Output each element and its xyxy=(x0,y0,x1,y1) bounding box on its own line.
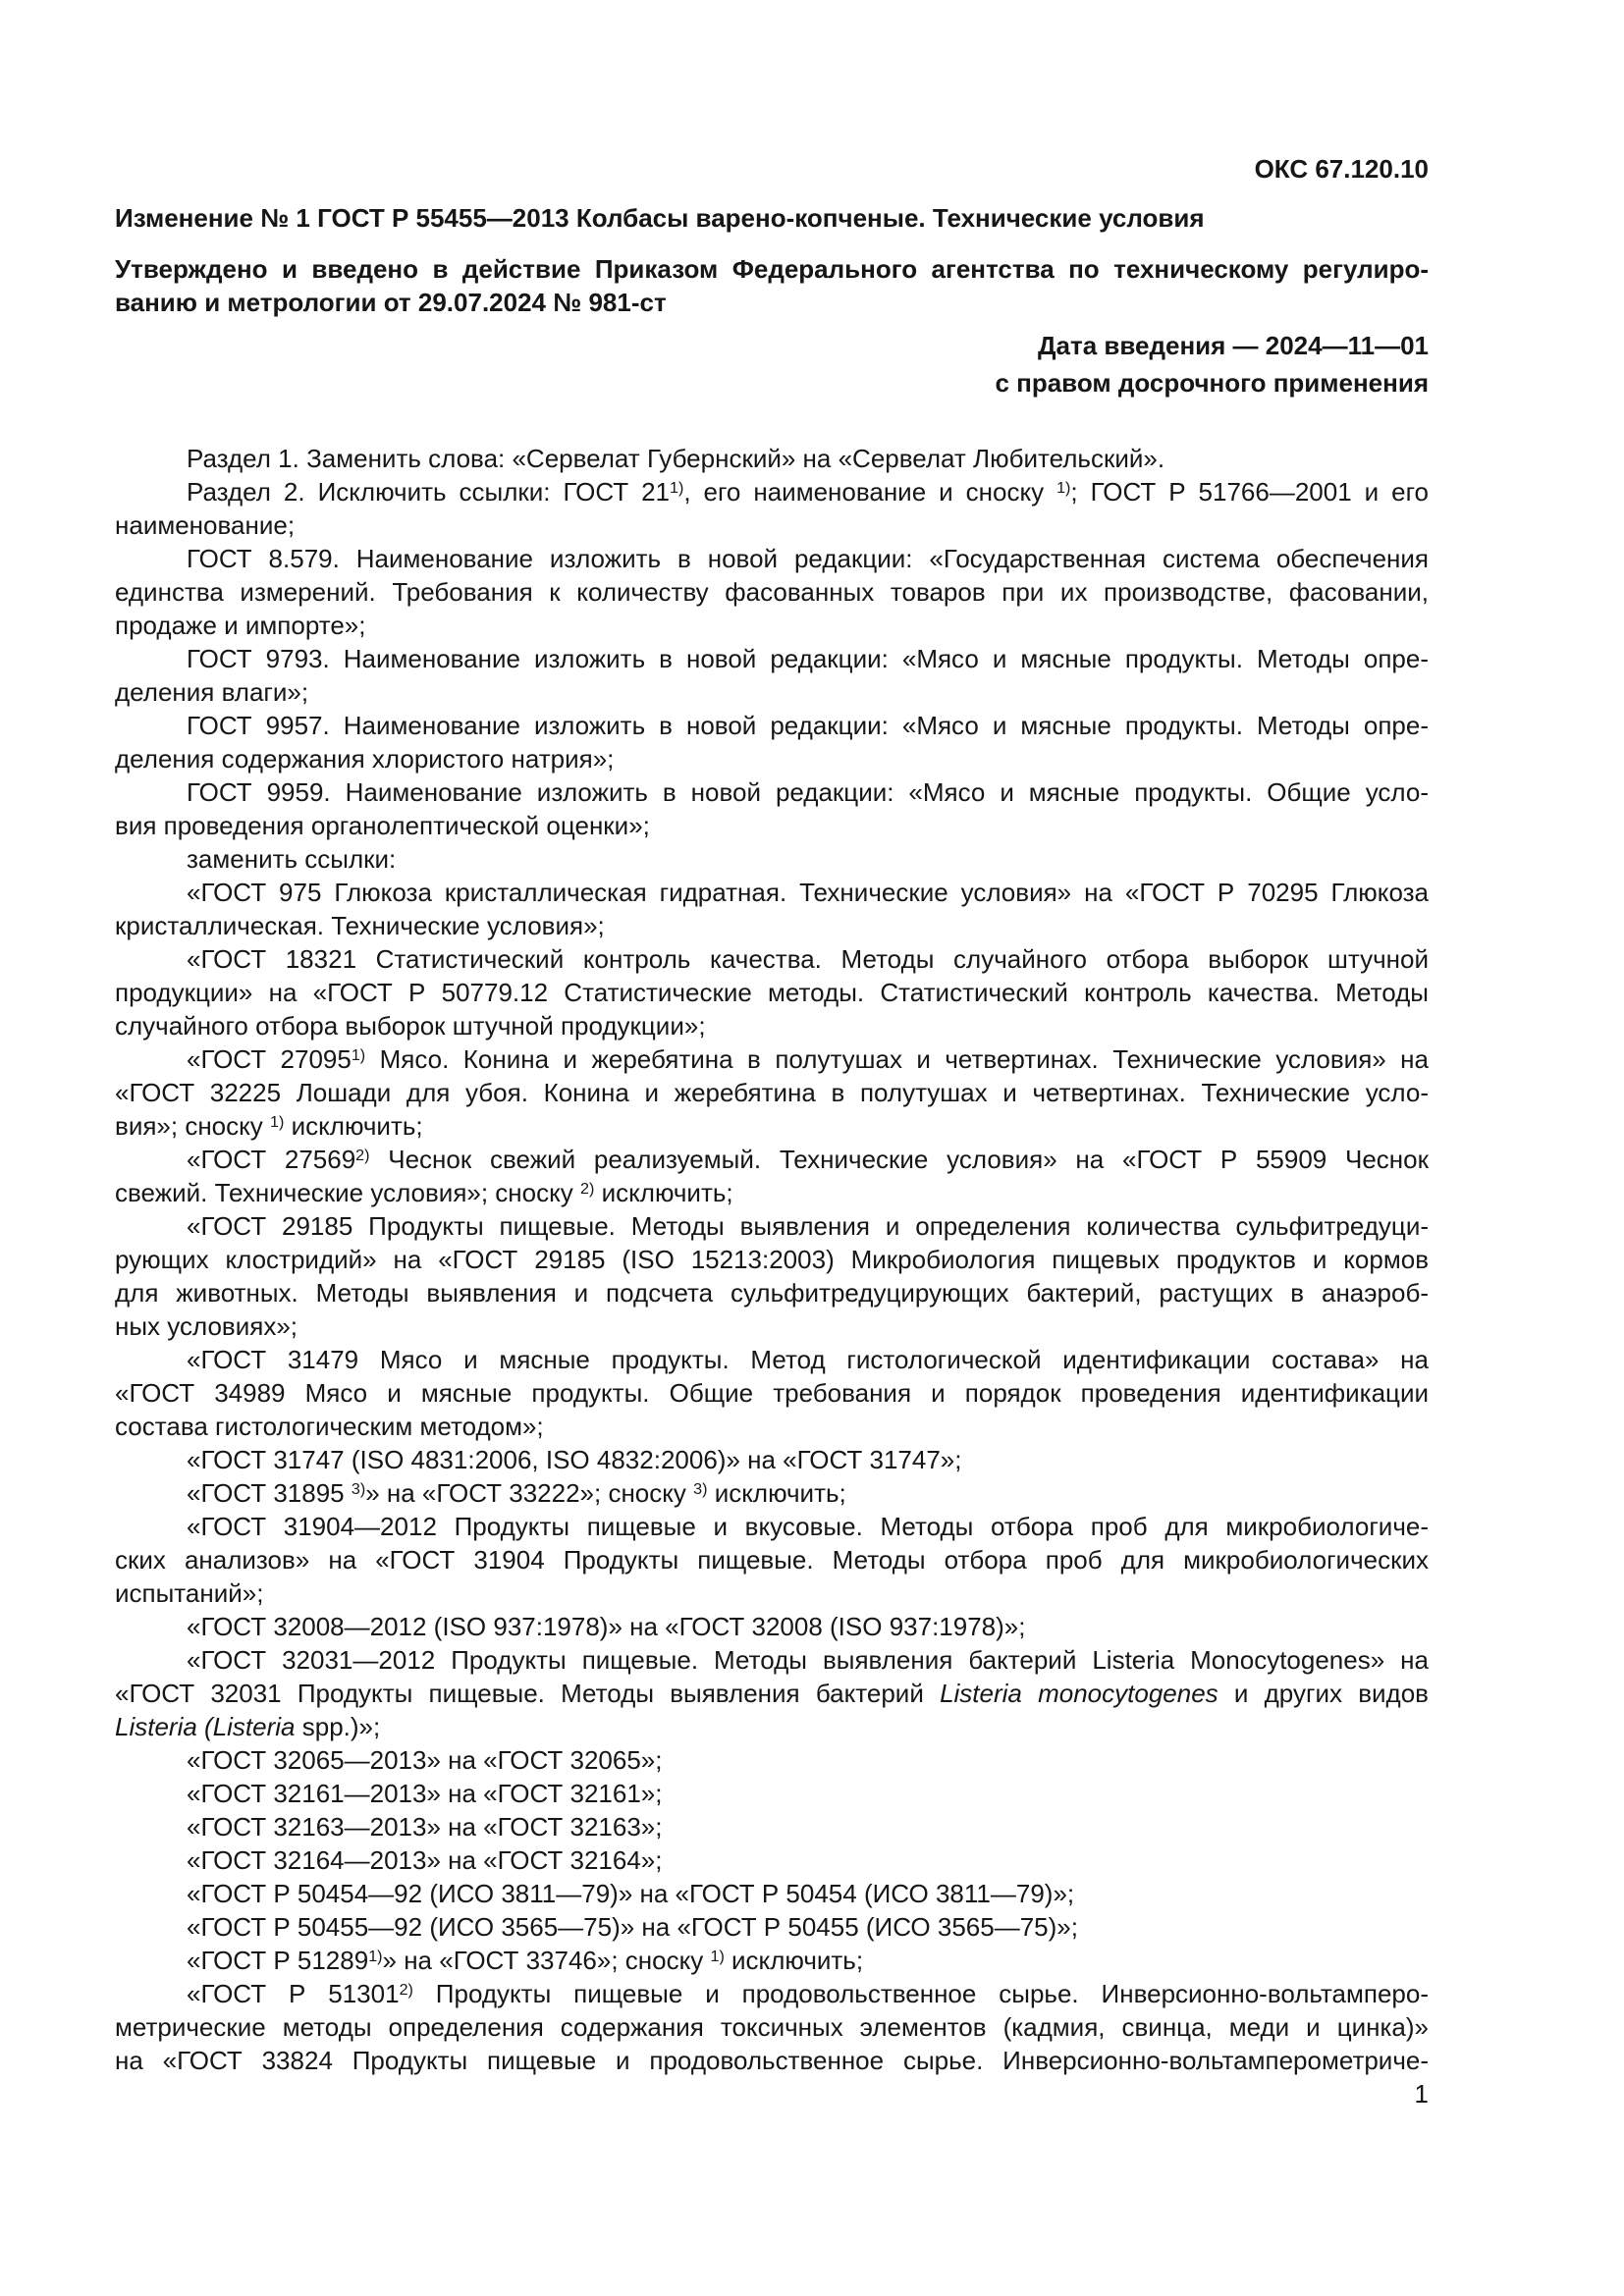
text-segment: ГОСТ 9959. Наименование изложить в новой редакции: «Мясо и мясные продукты. Общие усло- xyxy=(187,777,1429,807)
text-segment: Раздел 1. Заменить слова: «Сервелат Губернский» на «Сервелат Любительский». xyxy=(187,444,1165,473)
text-line xyxy=(115,1443,1429,1476)
paragraph xyxy=(115,942,1429,1042)
text-line xyxy=(115,508,1429,542)
paragraph xyxy=(115,1810,1429,1843)
text-line xyxy=(115,942,1429,976)
text-line xyxy=(115,609,1429,642)
text-segment: ванию и метрологии от 29.07.2024 № 981-ст xyxy=(115,288,667,317)
text-segment: «ГОСТ 27569 xyxy=(187,1145,356,1174)
text-line xyxy=(115,1610,1429,1643)
text-segment: продаже и импорте»; xyxy=(115,611,366,640)
text-segment: «ГОСТ 32225 Лошади для убоя. Конина и жеребятина в полутушах и четвертинах. Технические усло- xyxy=(115,1078,1429,1107)
text-segment: Чеснок свежий реализуемый. Технические условия» на «ГОСТ Р 55909 Чеснок xyxy=(369,1145,1429,1174)
text-segment: свежий. Технические условия»; сноску xyxy=(115,1178,581,1207)
text-line xyxy=(115,1042,1429,1076)
text-line xyxy=(115,1143,1429,1176)
text-line xyxy=(115,976,1429,1009)
text-line xyxy=(115,1109,1429,1143)
text-line xyxy=(115,876,1429,909)
text-line xyxy=(115,1910,1429,1944)
text-segment: «ГОСТ 34989 Мясо и мясные продукты. Общие требования и порядок проведения идентификации xyxy=(115,1378,1429,1408)
text-segment: Раздел 2. Исключить ссылки: ГОСТ 21 xyxy=(187,477,671,507)
paragraph xyxy=(115,876,1429,942)
text-segment: ских анализов» на «ГОСТ 31904 Продукты пищевые. Методы отбора проб для микробиологических xyxy=(115,1545,1429,1575)
text-segment: spp.)»; xyxy=(295,1712,381,1741)
text-line xyxy=(115,1376,1429,1410)
text-segment: рующих клостридий» на «ГОСТ 29185 (ISO 15213:2003) Микробиология пищевых продуктов и кормов xyxy=(115,1245,1429,1274)
paragraph xyxy=(115,1877,1429,1910)
paragraph xyxy=(115,1510,1429,1610)
text-segment: «ГОСТ 32031—2012 Продукты пищевые. Методы выявления бактерий Listeria Monocytogenes» на xyxy=(187,1645,1429,1675)
text-segment: метрические методы определения содержания токсичных элементов (кадмия, свинца, меди и цинка)» xyxy=(115,2012,1429,2042)
text-segment: «ГОСТ 31904—2012 Продукты пищевые и вкусовые. Методы отбора проб для микробиологиче- xyxy=(187,1512,1429,1541)
text-segment: «ГОСТ 27095 xyxy=(187,1044,352,1074)
paragraph xyxy=(115,1042,1429,1143)
paragraph xyxy=(115,1209,1429,1343)
text-line xyxy=(115,1209,1429,1243)
approval-statement xyxy=(115,252,1429,319)
footnote-marker: 1) xyxy=(1056,478,1071,497)
text-line xyxy=(115,642,1429,675)
text-segment: и других видов xyxy=(1218,1679,1429,1708)
text-segment: ных условиях»; xyxy=(115,1311,298,1341)
footnote-marker: 1) xyxy=(270,1112,285,1131)
text-segment: ГОСТ 9793. Наименование изложить в новой редакции: «Мясо и мясные продукты. Методы опре- xyxy=(187,644,1429,673)
text-line xyxy=(115,1710,1429,1743)
document-title: Изменение № 1 ГОСТ Р 55455—2013 Колбасы варено-копченые. Технические условия xyxy=(115,203,1205,233)
text-segment: «ГОСТ 32164—2013» на «ГОСТ 32164»; xyxy=(187,1845,663,1875)
text-segment: «ГОСТ 31895 xyxy=(187,1478,352,1508)
text-segment: «ГОСТ Р 51301 xyxy=(187,1979,400,2008)
text-segment: деления содержания хлористого натрия»; xyxy=(115,744,615,774)
footnote-marker: 3) xyxy=(351,1479,366,1498)
text-line xyxy=(115,742,1429,775)
paragraph xyxy=(115,542,1429,642)
text-segment: «ГОСТ 32031 Продукты пищевые. Методы выявления бактерий xyxy=(115,1679,941,1708)
text-segment: » на «ГОСТ 33222»; сноску xyxy=(365,1478,694,1508)
text-segment: ГОСТ 9957. Наименование изложить в новой редакции: «Мясо и мясные продукты. Методы опре- xyxy=(187,711,1429,740)
text-segment: Утверждено и введено в действие Приказом Федерального агентства по техническому регулиро- xyxy=(115,254,1429,284)
document-body xyxy=(115,442,1429,2077)
paragraph xyxy=(115,1777,1429,1810)
text-line xyxy=(115,2044,1429,2077)
text-line xyxy=(115,709,1429,742)
text-segment: «ГОСТ Р 50455—92 (ИСО 3565—75)» на «ГОСТ Р 50455 (ИСО 3565—75)»; xyxy=(187,1912,1078,1942)
text-line xyxy=(115,327,1429,364)
text-segment: наименование; xyxy=(115,510,296,540)
text-line xyxy=(115,675,1429,709)
text-segment: «ГОСТ Р 51289 xyxy=(187,1946,369,1975)
text-segment: «ГОСТ 18321 Статистический контроль качества. Методы случайного отбора выборок штучной xyxy=(187,944,1429,974)
text-segment: исключить; xyxy=(724,1946,864,1975)
text-line xyxy=(115,1343,1429,1376)
text-segment: «ГОСТ 31479 Мясо и мясные продукты. Метод гистологической идентификации состава» на xyxy=(187,1345,1429,1374)
footnote-marker: 1) xyxy=(351,1045,366,1064)
text-line xyxy=(115,1977,1429,2010)
text-line xyxy=(115,1677,1429,1710)
text-segment: ГОСТ 8.579. Наименование изложить в новой редакции: «Государственная система обеспечения xyxy=(187,544,1429,573)
paragraph xyxy=(115,475,1429,542)
paragraph xyxy=(115,1843,1429,1877)
text-segment: состава гистологическим методом»; xyxy=(115,1412,544,1441)
paragraph xyxy=(115,1476,1429,1510)
footnote-marker: 2) xyxy=(580,1179,595,1198)
paragraph xyxy=(115,1977,1429,2077)
text-segment: «ГОСТ 975 Глюкоза кристаллическая гидратная. Технические условия» на «ГОСТ Р 70295 Глюкоза xyxy=(187,878,1429,907)
text-segment: «ГОСТ 32163—2013» на «ГОСТ 32163»; xyxy=(187,1812,663,1842)
paragraph xyxy=(115,1143,1429,1209)
text-segment: «ГОСТ 32008—2012 (ISO 937:1978)» на «ГОСТ 32008 (ISO 937:1978)»; xyxy=(187,1612,1026,1641)
text-line xyxy=(115,1877,1429,1910)
text-line xyxy=(115,286,1429,319)
text-segment: с правом досрочного применения xyxy=(995,368,1429,398)
text-line xyxy=(115,442,1429,475)
footnote-marker: 1) xyxy=(710,1947,725,1965)
footnote-marker: 2) xyxy=(355,1146,370,1164)
text-line xyxy=(115,1309,1429,1343)
text-line xyxy=(115,1576,1429,1610)
text-line xyxy=(115,475,1429,508)
text-segment: вия»; сноску xyxy=(115,1111,271,1141)
text-line xyxy=(115,1944,1429,1977)
text-line xyxy=(115,575,1429,609)
footnote-marker: 2) xyxy=(399,1980,413,1999)
paragraph xyxy=(115,842,1429,876)
text-line xyxy=(115,842,1429,876)
paragraph xyxy=(115,1743,1429,1777)
text-line xyxy=(115,1810,1429,1843)
text-segment: «ГОСТ 32065—2013» на «ГОСТ 32065»; xyxy=(187,1745,663,1775)
text-segment: для животных. Методы выявления и подсчета сульфитредуцирующих бактерий, растущих в анаэроб- xyxy=(115,1278,1429,1308)
paragraph xyxy=(115,709,1429,775)
text-segment: «ГОСТ 32161—2013» на «ГОСТ 32161»; xyxy=(187,1779,663,1808)
text-segment: испытаний»; xyxy=(115,1578,264,1608)
page-content xyxy=(115,152,1429,2110)
text-line xyxy=(115,1843,1429,1877)
oks-code: ОКС 67.120.10 xyxy=(1254,154,1429,184)
text-segment: ; ГОСТ Р 51766—2001 и его xyxy=(1070,477,1429,507)
text-line xyxy=(115,252,1429,286)
footnote-marker: 1) xyxy=(368,1947,383,1965)
text-line xyxy=(115,1643,1429,1677)
text-line xyxy=(115,1476,1429,1510)
text-segment: случайного отбора выборок штучной продукции»; xyxy=(115,1011,706,1041)
text-segment: деления влаги»; xyxy=(115,677,309,707)
footnote-marker: 1) xyxy=(670,478,684,497)
text-line xyxy=(115,1076,1429,1109)
paragraph xyxy=(115,1944,1429,1977)
text-line xyxy=(115,1176,1429,1209)
text-line xyxy=(115,1543,1429,1576)
paragraph xyxy=(115,1610,1429,1643)
paragraph xyxy=(115,1910,1429,1944)
text-line xyxy=(115,775,1429,809)
text-line xyxy=(115,542,1429,575)
text-line xyxy=(115,1410,1429,1443)
text-segment: исключить; xyxy=(594,1178,733,1207)
text-segment: Дата введения — 2024—11—01 xyxy=(1038,331,1429,360)
text-line xyxy=(115,364,1429,401)
paragraph xyxy=(115,775,1429,842)
text-line xyxy=(115,1009,1429,1042)
page-number: 1 xyxy=(1414,2079,1429,2109)
text-line xyxy=(115,809,1429,842)
footnote-marker: 3) xyxy=(693,1479,708,1498)
paragraph xyxy=(115,1643,1429,1743)
text-line xyxy=(115,909,1429,942)
effective-date-block xyxy=(115,327,1429,401)
text-segment: «ГОСТ Р 50454—92 (ИСО 3811—79)» на «ГОСТ Р 50454 (ИСО 3811—79)»; xyxy=(187,1879,1075,1908)
text-segment: продукции» на «ГОСТ Р 50779.12 Статистические методы. Статистический контроль качества. Методы xyxy=(115,978,1429,1007)
paragraph xyxy=(115,642,1429,709)
text-segment: исключить; xyxy=(284,1111,423,1141)
paragraph xyxy=(115,1343,1429,1443)
text-segment: «ГОСТ 29185 Продукты пищевые. Методы выявления и определения количества сульфитредуци- xyxy=(187,1211,1429,1241)
text-segment: заменить ссылки: xyxy=(187,844,397,874)
text-line xyxy=(115,1743,1429,1777)
text-segment: Listeria monocytogenes xyxy=(940,1679,1218,1708)
paragraph xyxy=(115,1443,1429,1476)
text-segment: на «ГОСТ 33824 Продукты пищевые и продовольственное сырье. Инверсионно-вольтамперометриче- xyxy=(115,2046,1429,2075)
text-segment: » на «ГОСТ 33746»; сноску xyxy=(382,1946,711,1975)
text-segment: кристаллическая. Технические условия»; xyxy=(115,911,605,940)
text-line xyxy=(115,1243,1429,1276)
text-segment: «ГОСТ 31747 (ISO 4831:2006, ISO 4832:2006)» на «ГОСТ 31747»; xyxy=(187,1445,962,1474)
text-line xyxy=(115,2010,1429,2044)
text-segment: Мясо. Конина и жеребятина в полутушах и четвертинах. Технические условия» на xyxy=(365,1044,1429,1074)
text-segment: вия проведения органолептической оценки»; xyxy=(115,811,650,840)
text-segment: , его наименование и сноску xyxy=(683,477,1057,507)
text-line xyxy=(115,1777,1429,1810)
text-line xyxy=(115,1510,1429,1543)
text-segment: исключить; xyxy=(707,1478,846,1508)
text-segment: Продукты пищевые и продовольственное сырье. Инверсионно-вольтамперо- xyxy=(412,1979,1430,2008)
text-segment: единства измерений. Требования к количеству фасованных товаров при их производстве, фасовании, xyxy=(115,577,1429,607)
text-segment: Listeria (Listeria xyxy=(115,1712,296,1741)
text-line xyxy=(115,1276,1429,1309)
paragraph xyxy=(115,442,1429,475)
